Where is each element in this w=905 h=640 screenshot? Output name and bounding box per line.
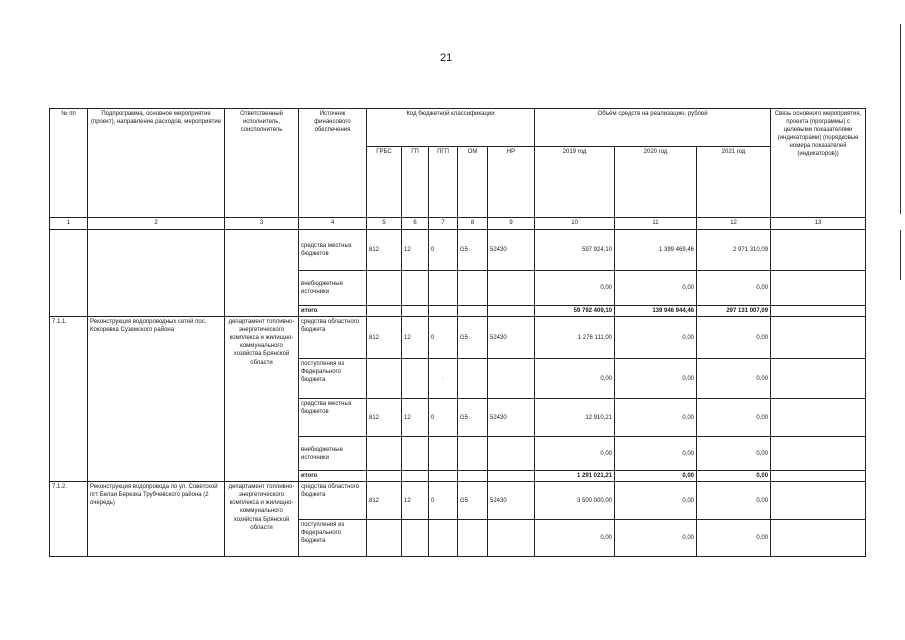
- column-number: 4: [299, 218, 367, 230]
- source-cell: средства местных бюджетов: [299, 399, 367, 437]
- code-nr: 52430: [488, 482, 535, 520]
- indicator-cell: [771, 520, 866, 557]
- code-om: G5: [458, 482, 488, 520]
- measure-cell: [88, 230, 225, 317]
- header-amount: Объём средств на реализацию, рублей: [535, 109, 771, 147]
- source-total-label: итого: [299, 471, 367, 482]
- indicator-cell: [771, 230, 866, 271]
- column-number: 13: [771, 218, 866, 230]
- code-nr: 52430: [488, 230, 535, 271]
- header-grbs: ГРБС: [367, 147, 402, 218]
- indicator-cell: [771, 482, 866, 520]
- source-cell: внебюджетные источники: [299, 437, 367, 471]
- code-gp: 12: [402, 399, 429, 437]
- code-grbs: 812: [367, 230, 402, 271]
- code-gp: 12: [402, 317, 429, 359]
- column-number: 5: [367, 218, 402, 230]
- indicator-cell: [771, 399, 866, 437]
- column-number: 9: [488, 218, 535, 230]
- row-number-cell: [50, 230, 88, 317]
- code-pgp: 0: [429, 230, 458, 271]
- column-number: 3: [225, 218, 299, 230]
- code-nr: 52430: [488, 399, 535, 437]
- measure-cell: Реконструкция водопровода по ул. Советской пгт Белая Березка Трубчевского района (2 очередь): [88, 482, 225, 557]
- amount-2019: 0,00: [535, 359, 615, 399]
- amount-2021: 0,00: [697, 520, 771, 557]
- amount-2021: 0,00: [697, 359, 771, 399]
- amount-2020: 0,00: [615, 482, 697, 520]
- header-nr: НР: [488, 147, 535, 218]
- amount-2019: 1 276 111,00: [535, 317, 615, 359]
- executor-cell: департамент топливно-энергетического комплекса и жилищно-коммунального хозяйства Брянской области: [225, 317, 299, 482]
- amount-2020: 0,00: [615, 437, 697, 471]
- code-gp: 12: [402, 482, 429, 520]
- total-2021: 0,00: [697, 471, 771, 482]
- header-om: ОМ: [458, 147, 488, 218]
- header-measure: Подпрограмма, основное мероприятие (проект), направление расходов, мероприятие: [88, 109, 225, 218]
- scan-mark: ·: [429, 359, 458, 399]
- header-2019: 2019 год: [535, 147, 615, 218]
- amount-2020: 0,00: [615, 317, 697, 359]
- page-number: 21: [440, 52, 453, 64]
- amount-2021: 0,00: [697, 437, 771, 471]
- total-2020: 139 946 944,46: [615, 306, 697, 317]
- code-grbs: 812: [367, 317, 402, 359]
- header-gp: ГП: [402, 147, 429, 218]
- amount-2019: 3 500 000,00: [535, 482, 615, 520]
- amount-2021: 0,00: [697, 482, 771, 520]
- code-om: G5: [458, 317, 488, 359]
- column-number: 11: [615, 218, 697, 230]
- column-number: 7: [429, 218, 458, 230]
- code-om: G5: [458, 230, 488, 271]
- amount-2021: 2 971 310,09: [697, 230, 771, 271]
- header-indicator-link: Связь основного мероприятия, проекта (программы) с целевыми показателями (индикаторами) (порядковые номера показателей (индикаторов)): [771, 109, 866, 218]
- column-number-row: [50, 218, 866, 230]
- amount-2020: 0,00: [615, 520, 697, 557]
- amount-2019: 12 910,21: [535, 399, 615, 437]
- column-number: 1: [50, 218, 88, 230]
- header-executor: Ответственный исполнитель, соисполнитель: [225, 109, 299, 218]
- source-total-label: итого: [299, 306, 367, 317]
- indicator-cell: [771, 271, 866, 306]
- table-row: [50, 317, 866, 359]
- column-number: 2: [88, 218, 225, 230]
- amount-2019: 597 924,10: [535, 230, 615, 271]
- code-pgp: 0: [429, 482, 458, 520]
- executor-cell: [225, 230, 299, 317]
- scan-edge-mark: [900, 230, 901, 280]
- source-cell: средства областного бюджета: [299, 317, 367, 359]
- budget-table: [49, 108, 866, 557]
- header-funding-source: Источник финансового обеспечения: [299, 109, 367, 218]
- indicator-cell: [771, 471, 866, 482]
- indicator-cell: [771, 317, 866, 359]
- total-2021: 297 131 007,09: [697, 306, 771, 317]
- source-cell: поступления из Федерального бюджета: [299, 359, 367, 399]
- code-grbs: 812: [367, 399, 402, 437]
- amount-2021: 0,00: [697, 271, 771, 306]
- indicator-cell: [771, 359, 866, 399]
- code-grbs: 812: [367, 482, 402, 520]
- source-cell: внебюджетные источники: [299, 271, 367, 306]
- total-2019: 59 792 409,10: [535, 306, 615, 317]
- amount-2021: 0,00: [697, 399, 771, 437]
- indicator-cell: [771, 306, 866, 317]
- amount-2020: 0,00: [615, 359, 697, 399]
- source-cell: средства местных бюджетов: [299, 230, 367, 271]
- total-2019: 1 291 021,21: [535, 471, 615, 482]
- source-cell: средства областного бюджета: [299, 482, 367, 520]
- amount-2019: 0,00: [535, 271, 615, 306]
- total-2020: 0,00: [615, 471, 697, 482]
- header-2020: 2020 год: [615, 147, 697, 218]
- code-pgp: 0: [429, 399, 458, 437]
- measure-cell: Реконструкция водопроводных сетей пос. Кокоревка Суземского района: [88, 317, 225, 482]
- amount-2019: 0,00: [535, 437, 615, 471]
- code-nr: 52430: [488, 317, 535, 359]
- code-gp: 12: [402, 230, 429, 271]
- header-budget-code: Код бюджетной классификации: [367, 109, 535, 147]
- scan-edge-mark: [900, 24, 901, 214]
- column-number: 8: [458, 218, 488, 230]
- indicator-cell: [771, 437, 866, 471]
- executor-cell: департамент топливно-энергетического комплекса и жилищно-коммунального хозяйства Брянской области: [225, 482, 299, 557]
- column-number: 10: [535, 218, 615, 230]
- table-row: [50, 482, 866, 520]
- source-cell: поступления из Федерального бюджета: [299, 520, 367, 557]
- amount-2020: 0,00: [615, 271, 697, 306]
- table-row: [50, 230, 866, 271]
- amount-2020: 0,00: [615, 399, 697, 437]
- code-om: G5: [458, 399, 488, 437]
- row-number-cell: 7.1.1.: [50, 317, 88, 482]
- amount-2020: 1 399 469,46: [615, 230, 697, 271]
- amount-2021: 0,00: [697, 317, 771, 359]
- header-2021: 2021 год: [697, 147, 771, 218]
- code-pgp: 0: [429, 317, 458, 359]
- header-pgp: ПГП: [429, 147, 458, 218]
- header-row-number: № пп: [50, 109, 88, 218]
- row-number-cell: 7.1.2.: [50, 482, 88, 557]
- column-number: 6: [402, 218, 429, 230]
- amount-2019: 0,00: [535, 520, 615, 557]
- column-number: 12: [697, 218, 771, 230]
